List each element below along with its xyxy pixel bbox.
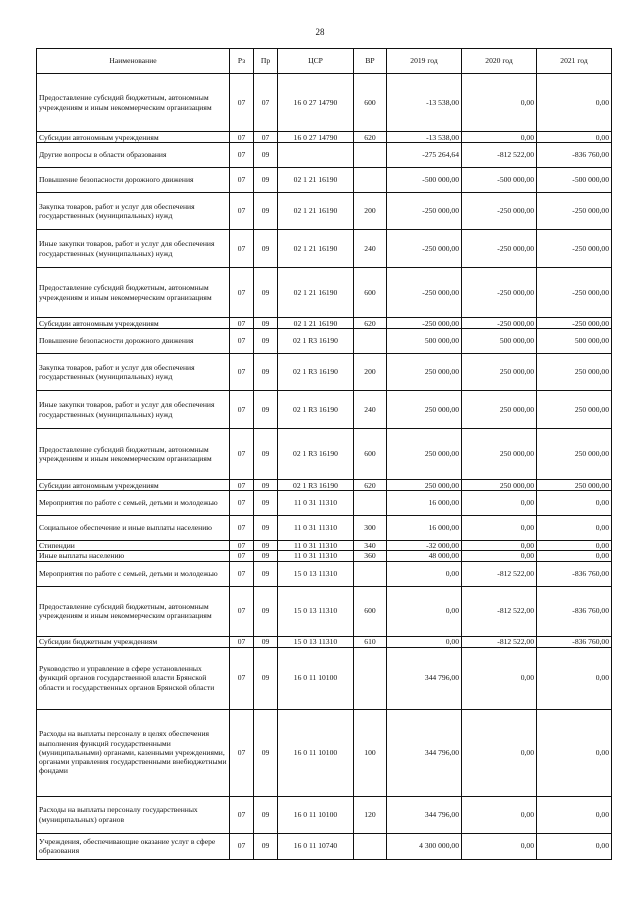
table-row <box>37 541 612 551</box>
cell-2020: 0,00 <box>462 551 537 561</box>
cell-vr: 200 <box>354 193 387 230</box>
cell-csr: 02 1 21 16190 <box>278 230 354 268</box>
cell-csr: 15 0 13 11310 <box>278 561 354 586</box>
table-row <box>37 193 612 230</box>
cell-2020: 0,00 <box>462 132 537 143</box>
cell-csr: 16 0 27 14790 <box>278 74 354 132</box>
cell-2020: 500 000,00 <box>462 329 537 354</box>
cell-rz: 07 <box>230 516 254 541</box>
cell-2020: -812 522,00 <box>462 561 537 586</box>
cell-2020: 250 000,00 <box>462 391 537 429</box>
cell-name: Расходы на выплаты персоналу государственных (муниципальных) органов <box>37 796 230 833</box>
cell-2020: -250 000,00 <box>462 230 537 268</box>
cell-2021: 250 000,00 <box>537 354 612 391</box>
cell-2021: 0,00 <box>537 709 612 796</box>
cell-2021: 0,00 <box>537 491 612 516</box>
budget-table <box>36 48 612 860</box>
cell-name: Другие вопросы в области образования <box>37 143 230 168</box>
cell-csr: 02 1 R3 16190 <box>278 480 354 491</box>
cell-2019: 250 000,00 <box>387 354 462 391</box>
cell-2021: 250 000,00 <box>537 429 612 480</box>
cell-name: Субсидии автономным учреждениям <box>37 480 230 491</box>
table-row <box>37 551 612 561</box>
cell-csr: 02 1 R3 16190 <box>278 391 354 429</box>
cell-pr: 09 <box>254 329 278 354</box>
table-row <box>37 329 612 354</box>
cell-name: Мероприятия по работе с семьей, детьми и молодежью <box>37 561 230 586</box>
cell-2021: 250 000,00 <box>537 480 612 491</box>
cell-rz: 07 <box>230 636 254 647</box>
cell-csr: 16 0 11 10740 <box>278 833 354 859</box>
cell-csr: 11 0 31 11310 <box>278 551 354 561</box>
cell-rz: 07 <box>230 833 254 859</box>
cell-name: Субсидии автономным учреждениям <box>37 318 230 329</box>
cell-2020: 0,00 <box>462 74 537 132</box>
cell-2021: 0,00 <box>537 833 612 859</box>
cell-rz: 07 <box>230 132 254 143</box>
cell-2019: -13 538,00 <box>387 132 462 143</box>
cell-name: Повышение безопасности дорожного движения <box>37 329 230 354</box>
table-row <box>37 429 612 480</box>
cell-2021: 0,00 <box>537 796 612 833</box>
cell-2020: 250 000,00 <box>462 480 537 491</box>
cell-rz: 07 <box>230 491 254 516</box>
cell-2019: 250 000,00 <box>387 429 462 480</box>
cell-rz: 07 <box>230 230 254 268</box>
cell-pr: 09 <box>254 647 278 709</box>
cell-2019: 0,00 <box>387 561 462 586</box>
cell-2019: 0,00 <box>387 586 462 636</box>
table-row <box>37 318 612 329</box>
table-header-row <box>37 49 612 74</box>
cell-csr: 11 0 31 11310 <box>278 516 354 541</box>
cell-2019: 344 796,00 <box>387 796 462 833</box>
cell-csr: 02 1 R3 16190 <box>278 354 354 391</box>
cell-vr: 240 <box>354 230 387 268</box>
cell-2021: -836 760,00 <box>537 561 612 586</box>
cell-2020: 0,00 <box>462 491 537 516</box>
cell-rz: 07 <box>230 541 254 551</box>
cell-name: Повышение безопасности дорожного движения <box>37 168 230 193</box>
cell-pr: 09 <box>254 391 278 429</box>
table-row <box>37 491 612 516</box>
header-name: Наименование <box>37 49 230 74</box>
cell-2021: 0,00 <box>537 74 612 132</box>
cell-name: Стипендии <box>37 541 230 551</box>
cell-pr: 07 <box>254 74 278 132</box>
table-row <box>37 647 612 709</box>
cell-2019: -32 000,00 <box>387 541 462 551</box>
cell-csr: 02 1 21 16190 <box>278 168 354 193</box>
cell-rz: 07 <box>230 168 254 193</box>
table-row <box>37 230 612 268</box>
cell-name: Социальное обеспечение и иные выплаты населению <box>37 516 230 541</box>
header-rz: Рз <box>230 49 254 74</box>
cell-2020: 0,00 <box>462 709 537 796</box>
cell-csr: 16 0 11 10100 <box>278 796 354 833</box>
cell-name: Закупка товаров, работ и услуг для обеспечения государственных (муниципальных) нужд <box>37 354 230 391</box>
cell-2019: 250 000,00 <box>387 391 462 429</box>
cell-pr: 09 <box>254 491 278 516</box>
cell-2020: 0,00 <box>462 796 537 833</box>
cell-vr <box>354 647 387 709</box>
cell-pr: 09 <box>254 354 278 391</box>
cell-2021: -250 000,00 <box>537 230 612 268</box>
cell-rz: 07 <box>230 551 254 561</box>
cell-name: Предоставление субсидий бюджетным, автономным учреждениям и иным некоммерческим организациям <box>37 268 230 318</box>
cell-2020: -812 522,00 <box>462 636 537 647</box>
cell-vr <box>354 329 387 354</box>
cell-2020: -250 000,00 <box>462 193 537 230</box>
header-2019: 2019 год <box>387 49 462 74</box>
cell-2019: 48 000,00 <box>387 551 462 561</box>
table-row <box>37 168 612 193</box>
table-row <box>37 516 612 541</box>
cell-2020: -812 522,00 <box>462 586 537 636</box>
cell-2021: -836 760,00 <box>537 143 612 168</box>
cell-csr: 15 0 13 11310 <box>278 586 354 636</box>
cell-csr <box>278 143 354 168</box>
cell-rz: 07 <box>230 429 254 480</box>
cell-2020: 250 000,00 <box>462 429 537 480</box>
cell-csr: 16 0 11 10100 <box>278 647 354 709</box>
cell-2021: 0,00 <box>537 541 612 551</box>
cell-csr: 16 0 27 14790 <box>278 132 354 143</box>
table-row <box>37 354 612 391</box>
cell-vr <box>354 491 387 516</box>
table-row <box>37 833 612 859</box>
cell-name: Иные закупки товаров, работ и услуг для обеспечения государственных (муниципальных) нужд <box>37 391 230 429</box>
table-row <box>37 561 612 586</box>
cell-2019: -250 000,00 <box>387 230 462 268</box>
cell-name: Мероприятия по работе с семьей, детьми и молодежью <box>37 491 230 516</box>
cell-2019: -250 000,00 <box>387 193 462 230</box>
cell-2019: -500 000,00 <box>387 168 462 193</box>
cell-vr: 600 <box>354 268 387 318</box>
table-body <box>37 74 612 860</box>
cell-csr: 11 0 31 11310 <box>278 541 354 551</box>
cell-2020: -250 000,00 <box>462 318 537 329</box>
cell-pr: 09 <box>254 516 278 541</box>
cell-2020: -500 000,00 <box>462 168 537 193</box>
cell-name: Субсидии бюджетным учреждениям <box>37 636 230 647</box>
cell-vr: 340 <box>354 541 387 551</box>
cell-rz: 07 <box>230 143 254 168</box>
cell-csr: 02 1 21 16190 <box>278 318 354 329</box>
cell-pr: 09 <box>254 541 278 551</box>
cell-2020: 0,00 <box>462 541 537 551</box>
table-row <box>37 480 612 491</box>
cell-2021: 0,00 <box>537 647 612 709</box>
cell-vr <box>354 168 387 193</box>
cell-pr: 09 <box>254 193 278 230</box>
cell-2019: -250 000,00 <box>387 318 462 329</box>
cell-2019: 500 000,00 <box>387 329 462 354</box>
cell-2019: 0,00 <box>387 636 462 647</box>
cell-2021: 0,00 <box>537 551 612 561</box>
cell-pr: 09 <box>254 143 278 168</box>
cell-name: Расходы на выплаты персоналу в целях обеспечения выполнения функций государственными (муниципальными) органами, казенными учреждениями, органами управления государственными внебюджетными фондами <box>37 709 230 796</box>
cell-rz: 07 <box>230 391 254 429</box>
cell-2021: 250 000,00 <box>537 391 612 429</box>
cell-vr: 300 <box>354 516 387 541</box>
cell-vr: 620 <box>354 480 387 491</box>
header-pr: Пр <box>254 49 278 74</box>
cell-pr: 09 <box>254 796 278 833</box>
cell-vr: 600 <box>354 74 387 132</box>
header-csr: ЦСР <box>278 49 354 74</box>
page-number: 28 <box>315 27 325 37</box>
cell-2021: 0,00 <box>537 132 612 143</box>
cell-vr <box>354 561 387 586</box>
cell-name: Предоставление субсидий бюджетным, автономным учреждениям и иным некоммерческим организациям <box>37 586 230 636</box>
cell-rz: 07 <box>230 796 254 833</box>
cell-2021: -250 000,00 <box>537 318 612 329</box>
cell-rz: 07 <box>230 268 254 318</box>
cell-2019: 4 300 000,00 <box>387 833 462 859</box>
cell-rz: 07 <box>230 709 254 796</box>
table-row <box>37 74 612 132</box>
cell-vr: 610 <box>354 636 387 647</box>
cell-csr: 02 1 R3 16190 <box>278 429 354 480</box>
cell-2019: -13 538,00 <box>387 74 462 132</box>
table-row <box>37 132 612 143</box>
cell-2021: 0,00 <box>537 516 612 541</box>
cell-vr: 100 <box>354 709 387 796</box>
table-row <box>37 709 612 796</box>
cell-name: Закупка товаров, работ и услуг для обеспечения государственных (муниципальных) нужд <box>37 193 230 230</box>
table-row <box>37 391 612 429</box>
cell-rz: 07 <box>230 318 254 329</box>
cell-2020: -812 522,00 <box>462 143 537 168</box>
cell-pr: 09 <box>254 230 278 268</box>
cell-pr: 09 <box>254 561 278 586</box>
cell-name: Руководство и управление в сфере установленных функций органов государственной власти Брянской области и государственных органов Брянской области <box>37 647 230 709</box>
cell-vr <box>354 143 387 168</box>
cell-csr: 16 0 11 10100 <box>278 709 354 796</box>
cell-rz: 07 <box>230 586 254 636</box>
cell-rz: 07 <box>230 193 254 230</box>
cell-rz: 07 <box>230 480 254 491</box>
cell-2021: 500 000,00 <box>537 329 612 354</box>
cell-vr <box>354 833 387 859</box>
cell-2019: -250 000,00 <box>387 268 462 318</box>
table-row <box>37 636 612 647</box>
cell-pr: 09 <box>254 268 278 318</box>
header-2021: 2021 год <box>537 49 612 74</box>
cell-pr: 09 <box>254 168 278 193</box>
cell-rz: 07 <box>230 647 254 709</box>
cell-2019: 344 796,00 <box>387 709 462 796</box>
cell-2021: -500 000,00 <box>537 168 612 193</box>
cell-2021: -836 760,00 <box>537 636 612 647</box>
cell-2020: -250 000,00 <box>462 268 537 318</box>
cell-pr: 09 <box>254 586 278 636</box>
cell-2019: 16 000,00 <box>387 491 462 516</box>
cell-2019: 250 000,00 <box>387 480 462 491</box>
cell-rz: 07 <box>230 74 254 132</box>
cell-pr: 09 <box>254 709 278 796</box>
cell-csr: 15 0 13 11310 <box>278 636 354 647</box>
cell-vr: 620 <box>354 132 387 143</box>
cell-2021: -836 760,00 <box>537 586 612 636</box>
cell-pr: 09 <box>254 318 278 329</box>
cell-rz: 07 <box>230 561 254 586</box>
cell-name: Субсидии автономным учреждениям <box>37 132 230 143</box>
cell-vr: 360 <box>354 551 387 561</box>
header-2020: 2020 год <box>462 49 537 74</box>
table-row <box>37 143 612 168</box>
cell-pr: 09 <box>254 636 278 647</box>
cell-2021: -250 000,00 <box>537 193 612 230</box>
cell-name: Предоставление субсидий бюджетным, автономным учреждениям и иным некоммерческим организациям <box>37 429 230 480</box>
table-row <box>37 586 612 636</box>
cell-csr: 02 1 21 16190 <box>278 268 354 318</box>
cell-pr: 09 <box>254 480 278 491</box>
cell-vr: 240 <box>354 391 387 429</box>
cell-pr: 09 <box>254 429 278 480</box>
cell-csr: 02 1 21 16190 <box>278 193 354 230</box>
cell-name: Иные выплаты населению <box>37 551 230 561</box>
cell-pr: 07 <box>254 132 278 143</box>
cell-vr: 620 <box>354 318 387 329</box>
cell-2020: 0,00 <box>462 833 537 859</box>
cell-2020: 0,00 <box>462 647 537 709</box>
header-vr: ВР <box>354 49 387 74</box>
cell-pr: 09 <box>254 833 278 859</box>
cell-rz: 07 <box>230 354 254 391</box>
cell-vr: 600 <box>354 429 387 480</box>
cell-csr: 02 1 R3 16190 <box>278 329 354 354</box>
cell-name: Иные закупки товаров, работ и услуг для обеспечения государственных (муниципальных) нужд <box>37 230 230 268</box>
cell-name: Учреждения, обеспечивающие оказание услуг в сфере образования <box>37 833 230 859</box>
cell-2019: 344 796,00 <box>387 647 462 709</box>
cell-2019: -275 264,64 <box>387 143 462 168</box>
cell-2020: 0,00 <box>462 516 537 541</box>
cell-vr: 200 <box>354 354 387 391</box>
table-row <box>37 268 612 318</box>
cell-pr: 09 <box>254 551 278 561</box>
cell-rz: 07 <box>230 329 254 354</box>
cell-vr: 600 <box>354 586 387 636</box>
cell-2019: 16 000,00 <box>387 516 462 541</box>
table-row <box>37 796 612 833</box>
cell-2021: -250 000,00 <box>537 268 612 318</box>
cell-name: Предоставление субсидий бюджетным, автономным учреждениям и иным некоммерческим организациям <box>37 74 230 132</box>
cell-2020: 250 000,00 <box>462 354 537 391</box>
cell-csr: 11 0 31 11310 <box>278 491 354 516</box>
cell-vr: 120 <box>354 796 387 833</box>
